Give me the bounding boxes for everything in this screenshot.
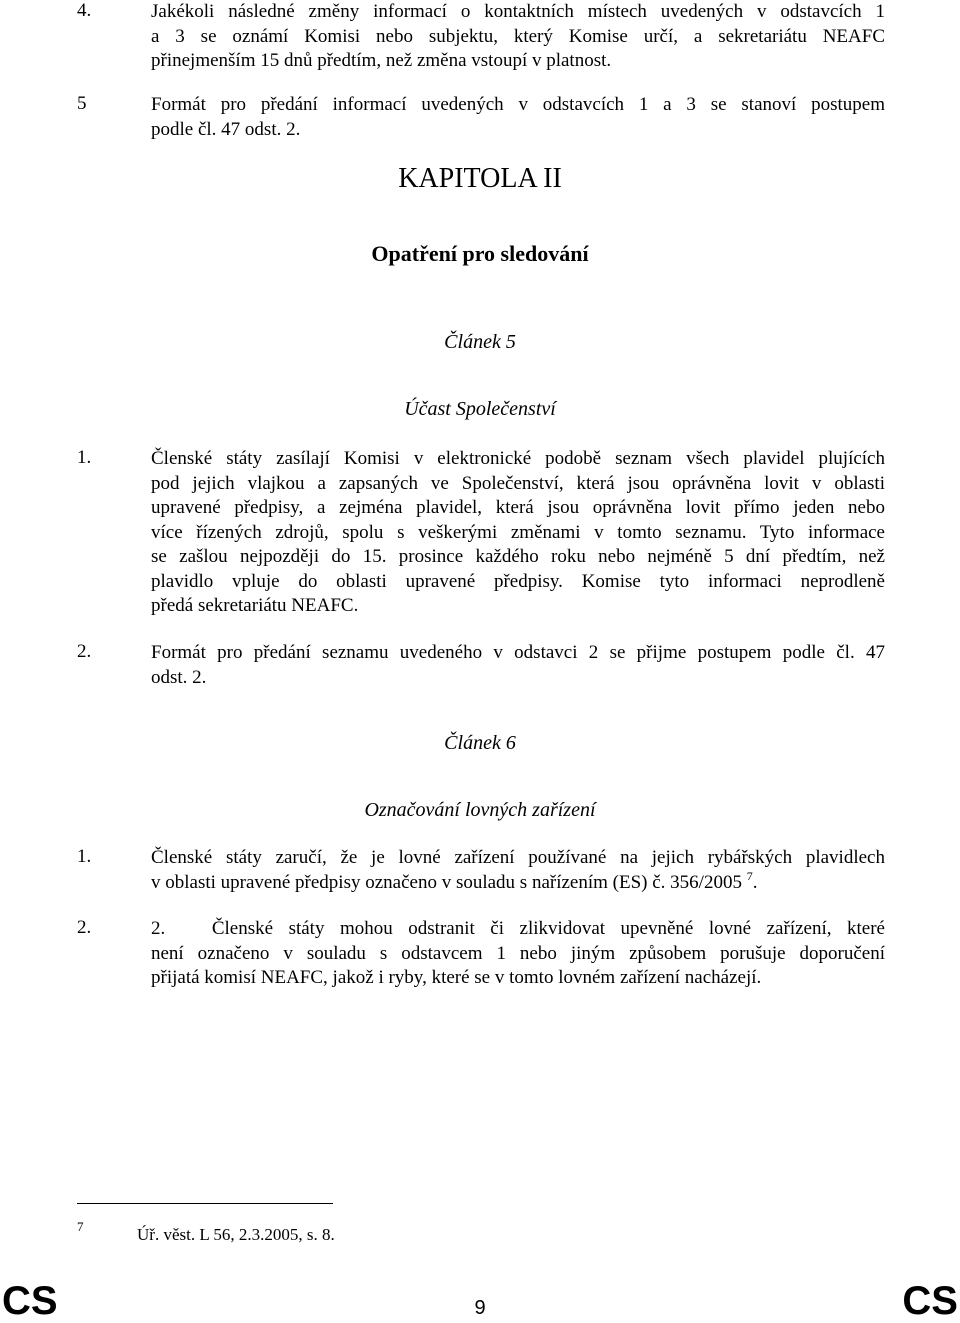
text-line: podle čl. 47 odst. 2. [151, 118, 301, 140]
text-line: více řízených zdrojů, spolu s veškerými změnami v tomto seznamu. Tyto informace [151, 521, 885, 543]
article-5-paragraph-2 [151, 641, 885, 690]
text-line: se zašlou nejpozději do 15. prosince každého roku nebo nejméně 5 dní předtím, než [151, 546, 885, 567]
text-line: předá sekretariátu NEAFC. [151, 595, 359, 616]
article-5-paragraph-1 [151, 447, 885, 619]
article-6-paragraph-2 [151, 917, 885, 991]
article-subtitle: Označování lovných zařízení [364, 799, 596, 821]
paragraph-number: 1. [77, 447, 92, 468]
item-4-text [151, 0, 885, 74]
paragraph-number: 2. [77, 641, 92, 662]
paragraph-number: 2. [77, 917, 92, 938]
text-line: Členské státy zaručí, že je lovné zařízení používané na jejich rybářských plavidlech [151, 847, 885, 868]
text-line: přinejmenším 15 dnů předtím, než změna vstoupí v platnost. [151, 50, 612, 71]
text-line [151, 868, 885, 896]
chapter-subtitle: Opatření pro sledování [371, 241, 589, 266]
item-5-text [151, 93, 885, 142]
article-title: Článek 5 [444, 331, 516, 353]
footnote-text: Úř. věst. L 56, 2.3.2005, s. 8. [137, 1225, 335, 1244]
article-title: Článek 6 [444, 732, 516, 754]
text-line: a 3 se oznámí Komisi nebo subjektu, který Komise určí, a sekretariátu NEAFC [151, 25, 885, 47]
text-line: přijatá komisí NEAFC, jakož i ryby, které se v tomto lovném zařízení nacházejí. [151, 967, 762, 988]
text-line: odst. 2. [151, 666, 207, 688]
footnote-separator [77, 1203, 333, 1204]
text-line: Formát pro předání informací uvedených v odstavcích 1 a 3 se stanoví postupem [151, 94, 885, 115]
paragraph-number: 1. [77, 846, 92, 867]
article-subtitle: Účast Společenství [404, 398, 556, 420]
text-fragment: v oblasti upravené předpisy označeno v souladu s nařízením (ES) č. 356/2005 [151, 871, 742, 893]
text-line: Členské státy zasílají Komisi v elektronické podobě seznam všech plavidel plujících [151, 448, 885, 469]
page-number: 9 [474, 1297, 486, 1319]
text-line: upravené předpisy, a zejména plavidel, která jsou oprávněna lovit přímo jeden nebo [151, 497, 885, 518]
text-fragment: . [752, 871, 758, 893]
text-line: plavidlo vpluje do oblasti upravené předpisy. Komise tyto informaci neprodleně [151, 570, 885, 592]
footnote-number: 7 [77, 1219, 84, 1234]
chapter-title: KAPITOLA II [398, 163, 562, 194]
text-line: není označeno v souladu s odstavcem 1 nebo jiným způsobem porušuje doporučení [151, 942, 885, 964]
language-code-left: CS [2, 1279, 58, 1323]
article-6-paragraph-1 [151, 846, 885, 895]
language-code-right: CS [902, 1279, 958, 1323]
item-number: 4. [77, 0, 92, 21]
text-line: Jakékoli následné změny informací o kontaktních místech uvedených v odstavcích 1 [151, 1, 885, 22]
text-line: Formát pro předání seznamu uvedeného v odstavci 2 se přijme postupem podle čl. 47 [151, 642, 885, 663]
footnote-reference[interactable]: 7 [746, 868, 753, 883]
text-line: 2. Členské státy mohou odstranit či zlikvidovat upevněné lovné zařízení, které [151, 918, 885, 939]
item-number: 5 [77, 93, 87, 114]
text-line: pod jejich vlajkou a zapsaných ve Společenství, která jsou oprávněna lovit v oblasti [151, 472, 885, 494]
